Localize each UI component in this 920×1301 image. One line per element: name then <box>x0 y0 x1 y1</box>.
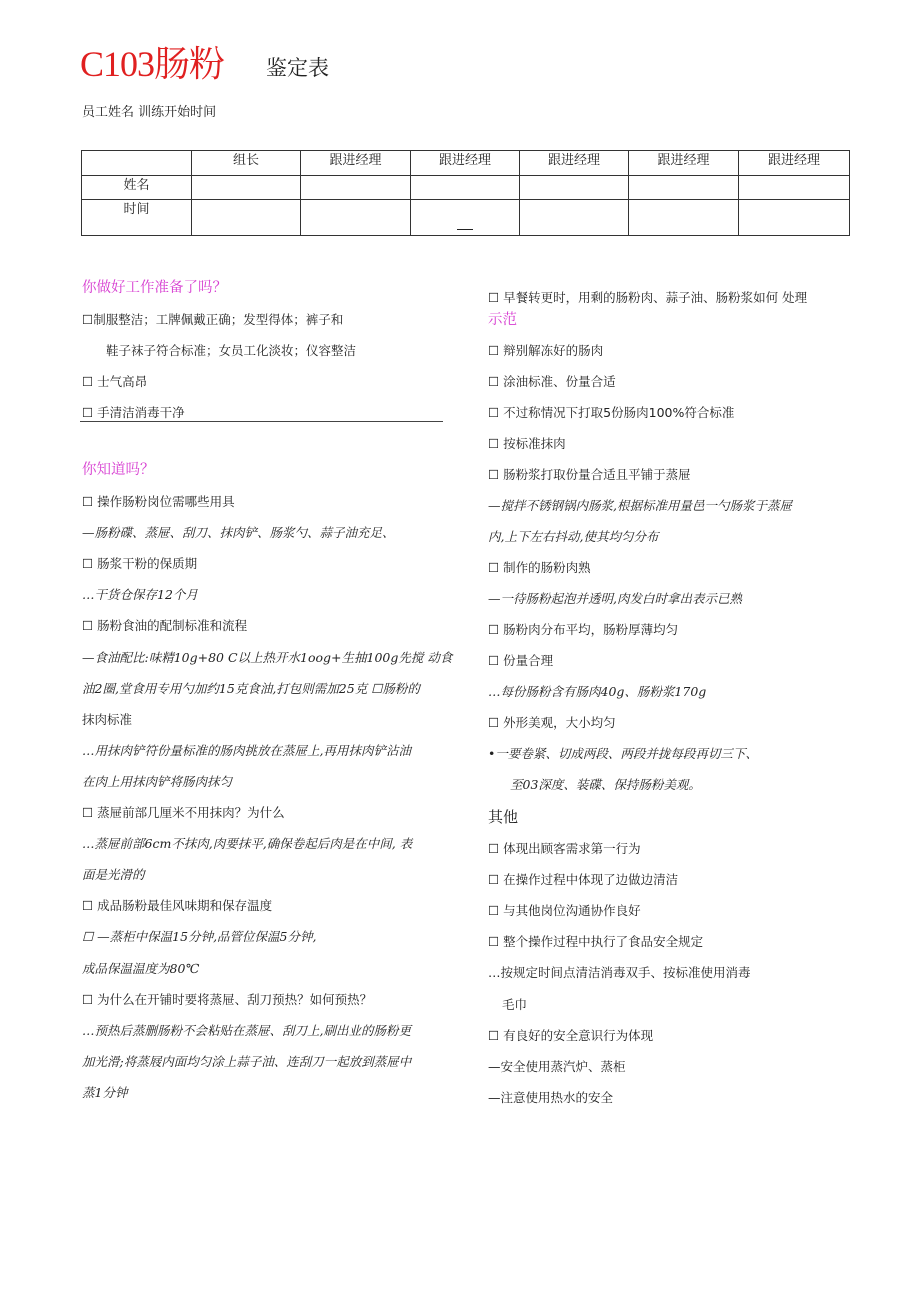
checklist-item[interactable]: ☐ 手清洁消毒干净 <box>82 405 185 420</box>
signature-table <box>81 150 850 236</box>
answer-text: …每份肠粉含有肠肉40g、肠粉浆170g <box>488 684 707 699</box>
checklist-item[interactable]: ☐ 体现出顾客需求第一行为 <box>488 841 641 856</box>
table-header-cell: 跟进经理 <box>739 151 850 176</box>
section-title-other: 其他 <box>488 808 519 826</box>
table-header-cell: 跟进经理 <box>411 151 520 176</box>
section-title-demo: 示范 <box>488 312 517 328</box>
checklist-item[interactable]: ☐ —蒸柜中保温15分钟,品管位保温5分钟, <box>82 929 317 945</box>
time-cell[interactable] <box>739 200 850 236</box>
checklist-item[interactable]: ☐ 制作的肠粉肉熟 <box>488 560 591 575</box>
checklist-item[interactable]: ☐ 操作肠粉岗位需哪些用具 <box>82 494 235 509</box>
dash-mark <box>457 229 473 230</box>
answer-text: …蒸屉前部6cm不抹肉,肉要抹平,确保卷起后肉是在中间, 表 <box>82 836 413 852</box>
answer-text: 毛巾 <box>502 996 528 1012</box>
time-cell[interactable] <box>192 200 301 236</box>
checklist-item[interactable]: ☐ 份量合理 <box>488 653 554 668</box>
answer-text: 油2圈,堂食用专用勺加约15克食油,打包则需加25克 ☐肠粉的 <box>82 680 420 696</box>
checklist-item[interactable]: ☐ 外形美观，大小均匀 <box>488 715 616 730</box>
checklist-item[interactable]: ☐ 为什么在开铺时要将蒸屉、刮刀预热？如何预热？ <box>82 991 373 1007</box>
answer-text: …预热后蒸删肠粉不会粘贴在蒸屉、刮刀上,刷出业的肠粉更 <box>82 1022 411 1038</box>
answer-text: —安全使用蒸汽炉、蒸柜 <box>488 1058 626 1074</box>
checklist-item[interactable]: ☐ 在操作过程中体现了边做边清洁 <box>488 872 679 888</box>
row-label-time: 时间 <box>82 200 192 236</box>
table-header-cell: 跟进经理 <box>629 151 739 176</box>
answer-text: —一待肠粉起泡并透明,肉发白时拿出表示已熟 <box>488 591 742 606</box>
table-header-cell: 跟进经理 <box>301 151 411 176</box>
answer-text: 抹肉标准 <box>82 711 133 727</box>
answer-text: —搅拌不锈钢锅内肠浆,根据标准用量邑一勺肠浆于蒸屉 <box>488 498 792 513</box>
answer-text: —食油配比:味精10g+80 C以上热开水1oog+生抽100g先搅 动食 <box>82 649 453 665</box>
employee-info-line: 员工姓名 训练开始时间 <box>82 105 217 120</box>
time-cell[interactable] <box>629 200 739 236</box>
table-header-cell: 跟进经理 <box>520 151 629 176</box>
answer-text: 蒸1分钟 <box>82 1084 128 1100</box>
checklist-item-continued: 鞋子袜子符合标准；女员工化淡妆；仪容整洁 <box>106 343 357 358</box>
name-cell[interactable] <box>192 176 301 200</box>
table-header-cell: 组长 <box>192 151 301 176</box>
checklist-item[interactable]: ☐ 肠浆干粉的保质期 <box>82 556 198 572</box>
page-subtitle: 鉴定表 <box>266 56 329 80</box>
time-cell[interactable] <box>411 200 520 236</box>
name-cell[interactable] <box>739 176 850 200</box>
checklist-item[interactable]: ☐ 辩别解冻好的肠肉 <box>488 343 604 358</box>
answer-text: 面是光滑的 <box>82 867 145 883</box>
checklist-item[interactable]: ☐ 与其他岗位沟通协作良好 <box>488 903 641 919</box>
checklist-item[interactable]: ☐ 涂油标准、份量合适 <box>488 374 616 389</box>
checklist-item[interactable]: ☐ 有良好的安全意识行为体现 <box>488 1027 654 1043</box>
page-title: C103肠粉 <box>80 44 225 84</box>
table-row <box>82 176 850 200</box>
answer-text: •一要卷紧、切成两段、两段并拢每段再切三下、 <box>488 746 758 761</box>
answer-text: …用抹肉铲符份量标准的肠肉挑放在蒸屉上,再用抹肉铲沾油 <box>82 742 411 758</box>
checklist-item[interactable]: ☐ 蒸屉前部几厘米不用抹肉？为什么 <box>82 805 285 820</box>
checklist-item[interactable]: ☐制服整洁；工牌佩戴正确；发型得体；裤子和 <box>82 312 344 327</box>
checklist-item[interactable]: ☐ 按标准抹肉 <box>488 436 566 451</box>
answer-text: 至03深度、装碟、保持肠粉美观。 <box>510 777 701 792</box>
checklist-item[interactable]: ☐ 早餐转更时，用剩的肠粉肉、蒜子油、肠粉浆如何 处理 <box>488 290 808 305</box>
answer-text: 成品保温温度为80℃ <box>82 960 200 976</box>
section-divider <box>80 421 443 422</box>
name-cell[interactable] <box>629 176 739 200</box>
checklist-item[interactable]: ☐ 肠粉肉分布平均，肠粉厚薄均匀 <box>488 622 679 637</box>
time-cell[interactable] <box>301 200 411 236</box>
checklist-item[interactable]: ☐ 不过称情况下打取5份肠肉100%符合标准 <box>488 405 735 420</box>
answer-text: …按规定时间点清洁消毒双手、按标准使用消毒 <box>488 965 751 981</box>
checklist-item[interactable]: ☐ 肠粉浆打取份量合适且平铺于蒸屉 <box>488 467 691 482</box>
section-title-know: 你知道吗？ <box>82 462 155 478</box>
table-row <box>82 200 850 236</box>
checklist-item[interactable]: ☐ 肠粉食油的配制标准和流程 <box>82 618 248 634</box>
table-header-cell <box>82 151 192 176</box>
row-label-name: 姓名 <box>82 176 192 200</box>
answer-text: …干货仓保存12个月 <box>82 587 198 603</box>
name-cell[interactable] <box>301 176 411 200</box>
name-cell[interactable] <box>411 176 520 200</box>
answer-text: 加光滑;将蒸屐内面均匀涂上蒜子油、连刮刀一起放到蒸屉中 <box>82 1053 412 1069</box>
section-title-ready: 你做好工作准备了吗？ <box>82 280 227 296</box>
answer-text: 在肉上用抹肉铲将肠肉抹匀 <box>82 773 233 789</box>
answer-text: —肠粉碟、蒸屉、刮刀、抹肉铲、肠浆勺、蒜子油充足、 <box>82 525 395 541</box>
checklist-item[interactable]: ☐ 成品肠粉最佳风味期和保存温度 <box>82 898 273 914</box>
name-cell[interactable] <box>520 176 629 200</box>
checklist-item[interactable]: ☐ 整个操作过程中执行了食品安全规定 <box>488 934 704 950</box>
answer-text: 内,上下左右抖动,使其均匀分布 <box>488 529 659 544</box>
table-header-row <box>82 151 850 176</box>
time-cell[interactable] <box>520 200 629 236</box>
checklist-item[interactable]: ☐ 士气高昂 <box>82 374 148 389</box>
answer-text: —注意使用热水的安全 <box>488 1089 614 1105</box>
